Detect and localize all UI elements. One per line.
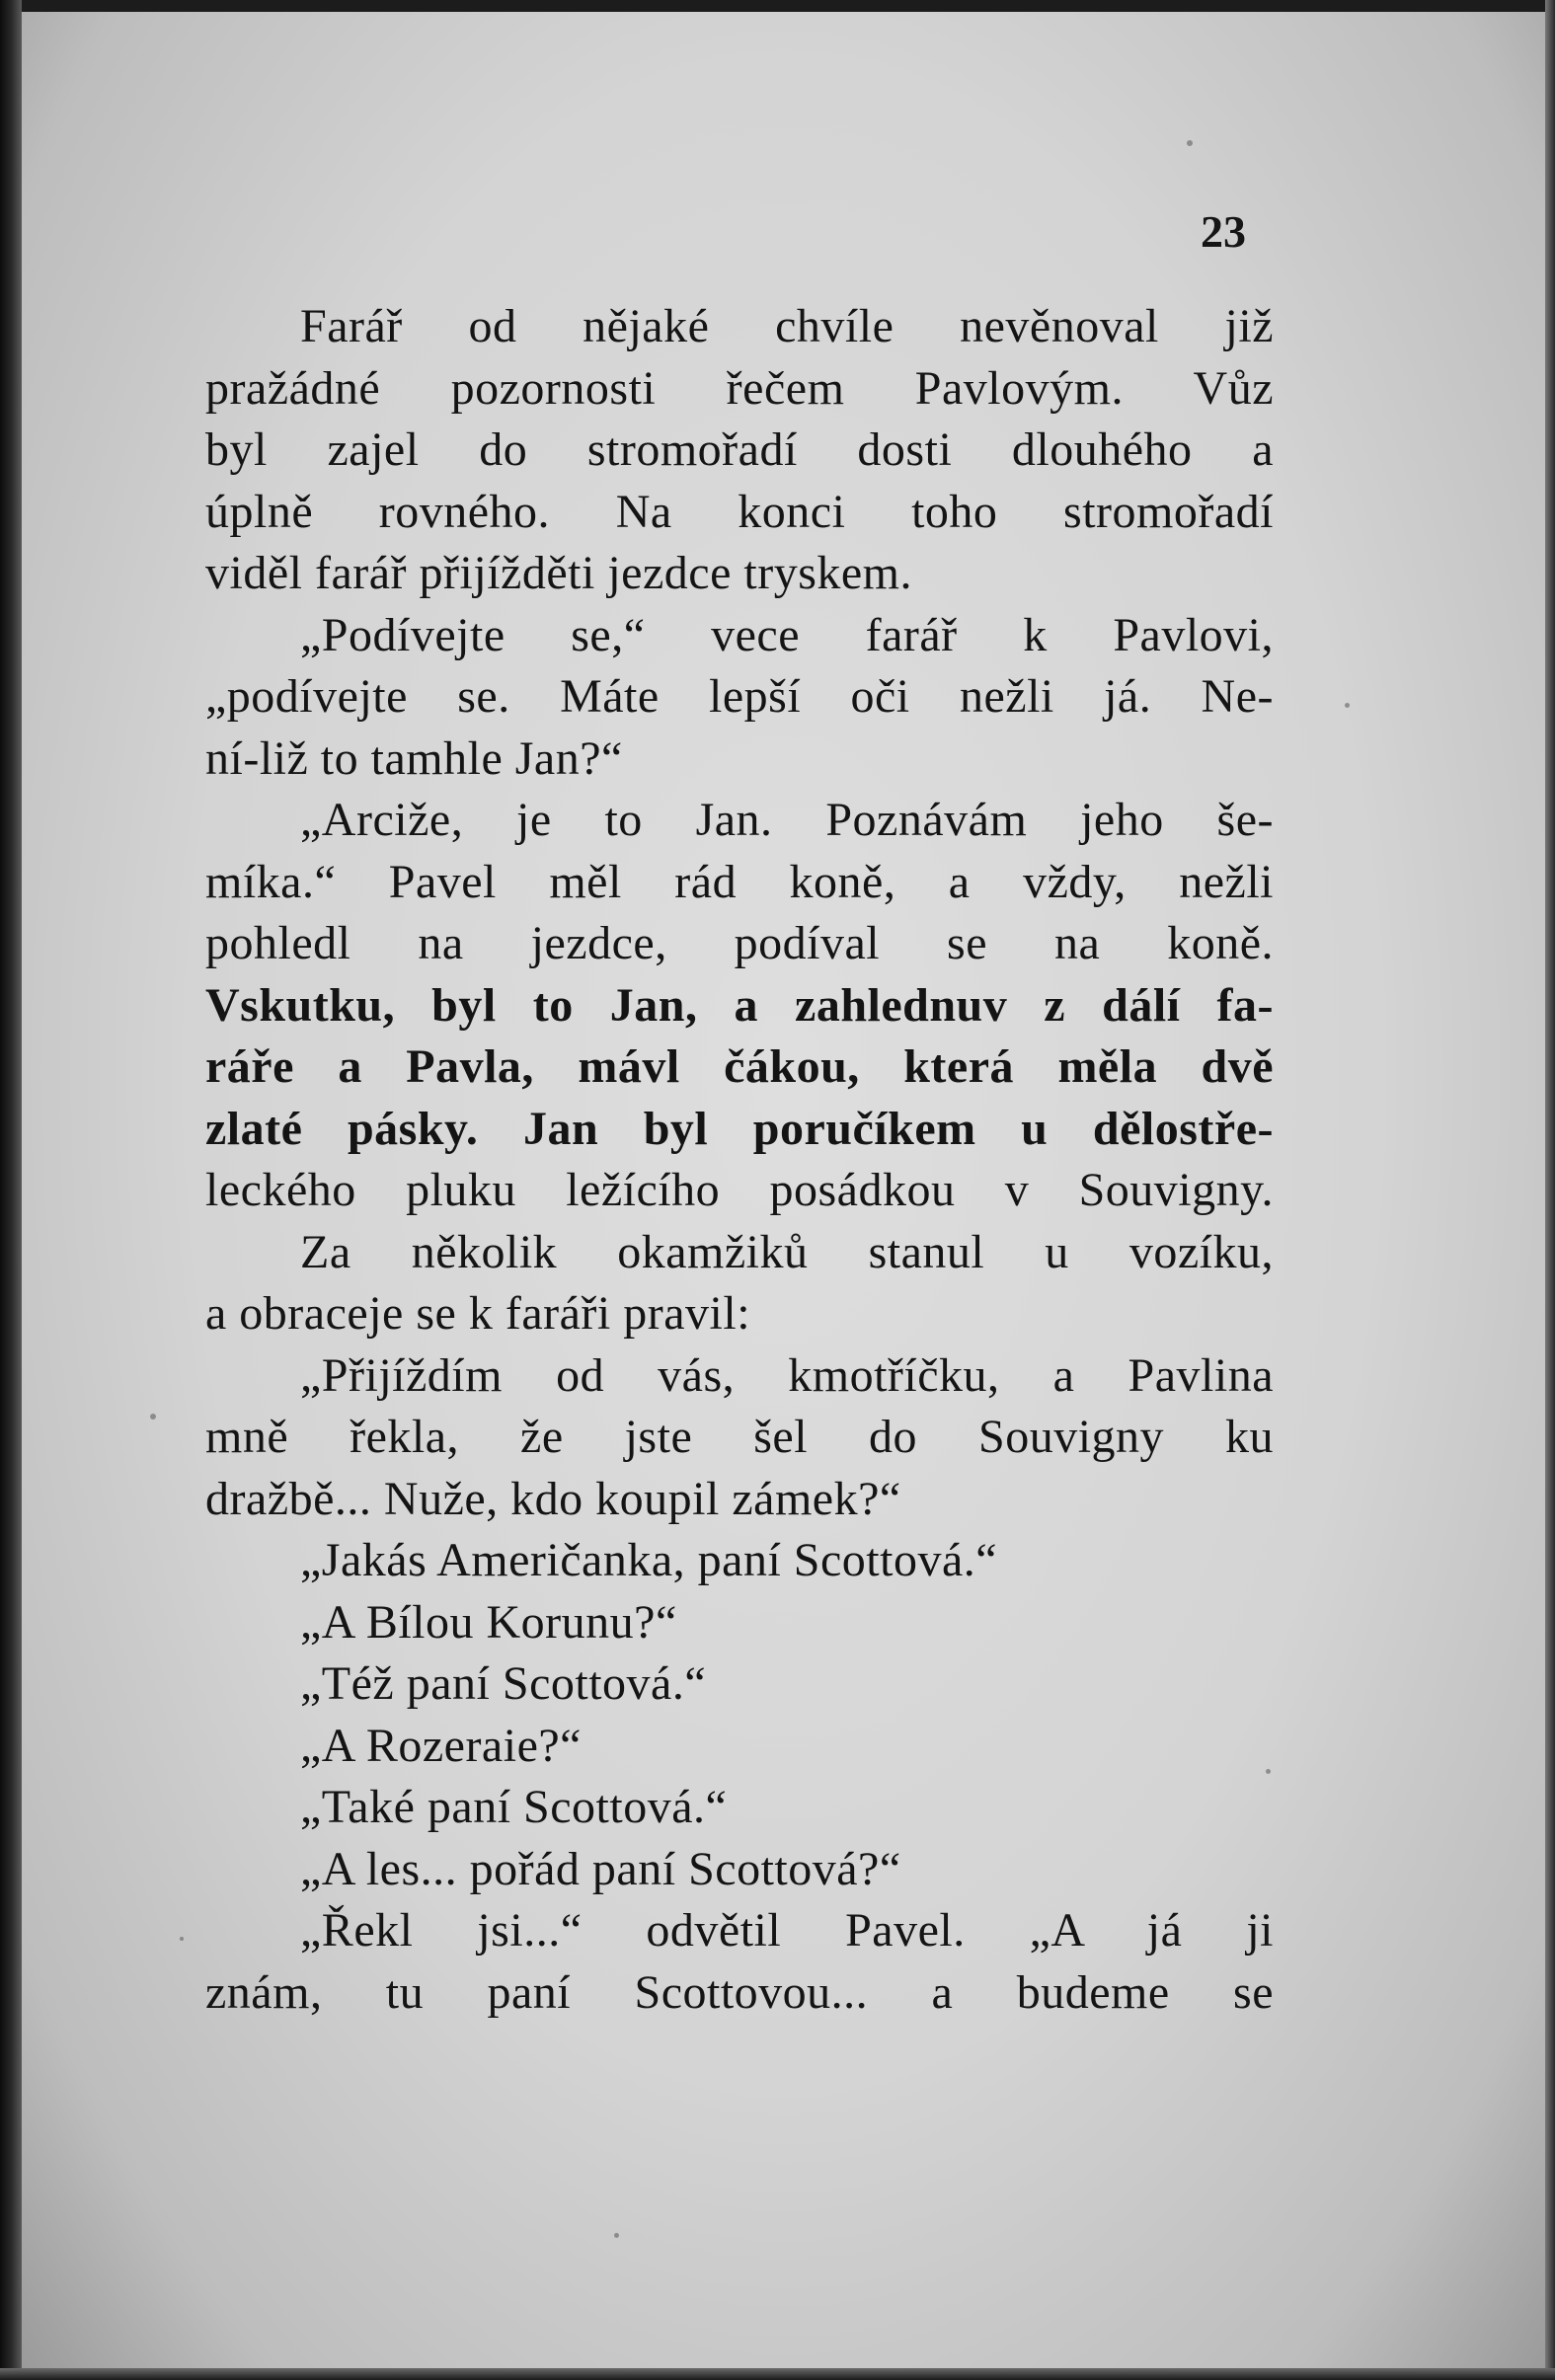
text-line: byl zajel do stromořadí dosti dlouhého a <box>205 423 1274 476</box>
text-line: dražbě... Nuže, kdo koupil zámek?“ <box>205 1472 901 1525</box>
text-line: „A Bílou Korunu?“ <box>300 1595 677 1649</box>
text-line: „Řekl jsi...“ odvětil Pavel. „A já ji <box>300 1904 1274 1957</box>
page-edge-right <box>1545 0 1555 2380</box>
text-line: zlaté pásky. Jan byl poručíkem u dělostře- <box>205 1102 1274 1155</box>
paper-speck <box>1187 140 1193 146</box>
page-edge-bottom <box>0 2368 1555 2380</box>
paper-speck <box>614 2233 619 2238</box>
page-number: 23 <box>1201 206 1246 257</box>
text-line: viděl farář přijížděti jezdce tryskem. <box>205 547 913 599</box>
text-line: „Podívejte se,“ vece farář k Pavlovi, <box>300 608 1274 661</box>
paper-speck <box>150 1414 156 1420</box>
text-line: pohledl na jezdce, podíval se na koně. <box>205 917 1274 969</box>
text-line: „Též paní Scottová.“ <box>300 1657 707 1710</box>
text-line: „A Rozeraie?“ <box>300 1719 582 1772</box>
paper-speck <box>180 1937 184 1941</box>
text-line: mně řekla, že jste šel do Souvigny ku <box>205 1411 1274 1463</box>
text-line: Vskutku, byl to Jan, a zahlednuv z dálí fa- <box>205 978 1274 1032</box>
text-line: míka.“ Pavel měl rád koně, a vždy, nežli <box>205 855 1274 908</box>
text-line: „Přijíždím od vás, kmotříčku, a Pavlina <box>300 1348 1274 1402</box>
text-line: ráře a Pavla, mávl čákou, která měla dvě <box>205 1040 1274 1093</box>
text-line: „Arciže, je to Jan. Poznávám jeho še- <box>300 794 1274 846</box>
text-line: pražádné pozornosti řečem Pavlovým. Vůz <box>205 361 1274 415</box>
text-line: „Jakás Američanka, paní Scottová.“ <box>300 1534 998 1586</box>
book-spine-shadow <box>0 0 22 2380</box>
text-line: Za několik okamžiků stanul u vozíku, <box>300 1225 1274 1278</box>
text-line: úplně rovného. Na konci toho stromořadí <box>205 485 1274 538</box>
text-line: leckého pluku ležícího posádkou v Souvigny. <box>205 1164 1274 1216</box>
text-line: „Také paní Scottová.“ <box>300 1781 728 1833</box>
text-line: znám, tu paní Scottovou... a budeme se <box>205 1965 1274 2019</box>
paper-speck <box>1345 703 1350 708</box>
text-line: a obraceje se k faráři pravil: <box>205 1287 751 1340</box>
body-text <box>205 296 1274 2024</box>
text-line: „podívejte se. Máte lepší oči nežli já. Ne- <box>205 670 1274 723</box>
text-line: ní-liž to tamhle Jan?“ <box>205 731 623 785</box>
text-line: Farář od nějaké chvíle nevěnoval již <box>300 300 1274 352</box>
text-line: „A les... pořád paní Scottová?“ <box>300 1842 901 1895</box>
